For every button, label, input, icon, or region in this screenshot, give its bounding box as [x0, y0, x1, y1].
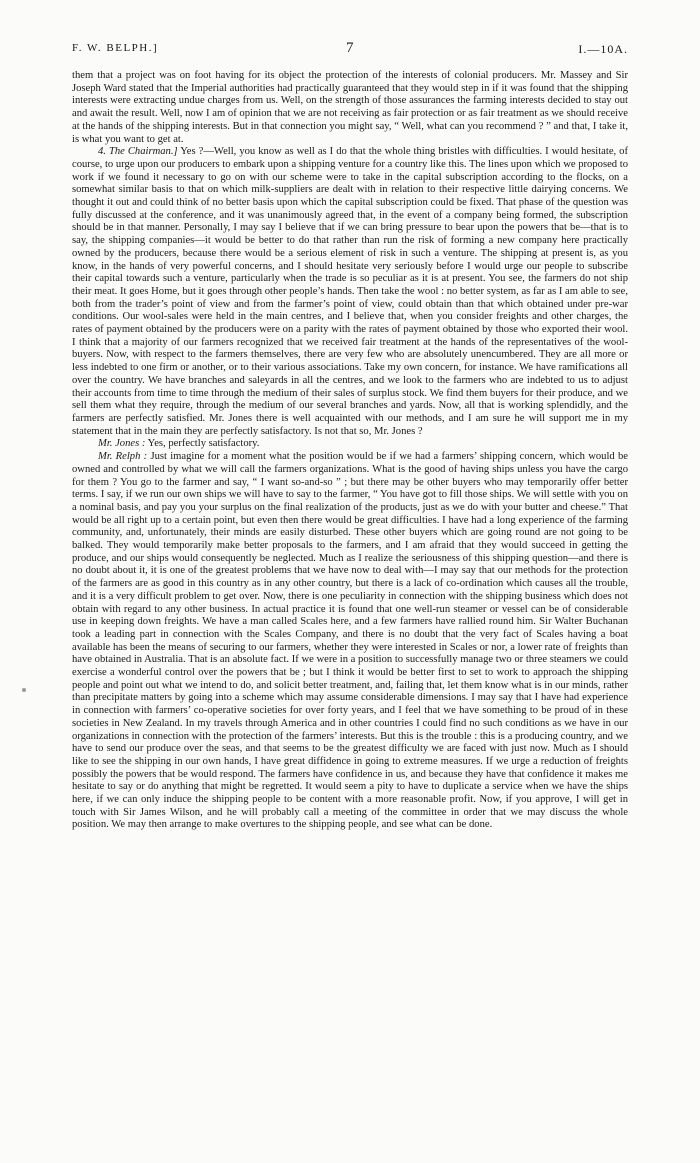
document-reference: I.—10A. [578, 42, 628, 56]
paragraph-4-speaker: Mr. Relph : [98, 451, 148, 463]
paragraph-2 [72, 146, 628, 438]
paragraph-3 [72, 438, 628, 451]
page-number: 7 [346, 40, 354, 56]
page-body [72, 70, 628, 832]
paragraph-4 [72, 451, 628, 832]
paragraph-1 [72, 70, 628, 146]
paragraph-3-text: Yes, perfectly satisfactory. [147, 438, 260, 450]
paragraph-3-speaker: Mr. Jones : [98, 438, 146, 450]
margin-speck [22, 688, 26, 692]
paragraph-1-text: them that a project was on foot having for its object the protection of the interests of colonial producers. Mr. Massey and Sir Joseph Ward stated that the Imperial authorities had practically guaranteed that they would step in if it was found that the shipping interests were extracting undue charges from us. Well, on the strength of those assurances the farming interests decided to stay out and await the result. Well, now I am of opinion that we are not receiving as fair protection or as fair treatment as we should receive at the hands of the shipping interests. But in that connection you might say, “ Well, what can you recommend ? ” and that, I take it, is what you want to get at. [72, 70, 628, 145]
page-header [72, 40, 628, 62]
paragraph-2-speaker: 4. The Chairman.] [98, 146, 178, 158]
header-author: F. W. BELPH.] [72, 42, 159, 54]
paragraph-4-text: Just imagine for a moment what the position would be if we had a farmers’ shipping concern, which would be owned and controlled by what we will call the farmers organizations. What is the good of having ships unless you have the cargo for them ? You go to the farmer and say, “ I want so-and-so ” ; but there may be other buyers who may temporarily offer better terms. I say, if we run our own ships we will have to say to the farmer, “ You have got to fill those ships. We will settle with you on a nominal basis, and pay you your surplus on the final realization of the products, just as we do with your butter and cheese.” That would be all right up to a certain point, but even then there would be great difficulties. I have had a long experience of the farming community, and, unfortunately, their minds are easily disturbed. These other buyers which are going round are not going to be balked. They would temporarily make better proposals to the farmers, and I am afraid that they would succeed in getting the produce, and our ships would consequently be neglected. Much as I realize the seriousness of this shipping question—and there is no doubt about it, it is one of the greatest problems that we have now to deal with—I may say that our methods for the protection of the farmers are as good in this country as in any other country, but there is a lack of co-ordination which causes all the trouble, and it is a very difficult problem to get over. Now, there is one peculiarity in connection with the shipping business which does not obtain with regard to any other business. In actual practice it is found that one well-run steamer or vessel can be of considerable use in keeping down freights. We have a man called Scales here, and a few farmers have rallied round him. Sir Walter Buchanan took a leading part in connection with the Scales Company, and there is no doubt that the very fact of Scales having a boat available has been the means of securing to our farmers, whether they were interested in Scales or nor, a lower rate of freights than have obtained in Australia. That is an absolute fact. If we were in a position to successfully manage two or three steamers we could exercise a wonderful control over the powers that be ; but I think it would be better first to set to work to approach the shipping people and point out what we intend to do, and solicit better treatment, and, failing that, let them know what is in our minds, rather than precipitate matters by going into a scheme which may assume considerable dimensions. I may say that I have had experience in connection with farmers’ co-operative societies for over forty years, and I feel that we have something to be proud of in these societies in New Zealand. In my travels through America and in other countries I could find no such conditions as we have in our organizations in connection with the protection of the farmers’ interests. But this is the trouble : this is a producing country, and we have to send our produce over the seas, and that seems to be the greatest difficulty we are faced with just now. Much as I should like to see the shipping in our own hands, I have great diffidence in going to extreme measures. If we urge a reduction of freights possibly the powers that be would respond. The farmers have confidence in us, and because they have that confidence it makes me hesitate to say or do anything that might be regretted. It would seem a pity to have to duplicate a service when we have the ships here, if we can only induce the shipping people to be content with a more reasonable profit. Now, if you approve, I will get in touch with Sir James Wilson, and he will probably call a meeting of the committee in order that we may discuss the whole position. We may then arrange to make overtures to the shipping people, and see what can be done. [72, 451, 628, 831]
paragraph-2-text: Yes ?—Well, you know as well as I do that the whole thing bristles with difficulties. I would hesitate, of course, to urge upon our producers to embark upon a shipping venture for a country like this. The lines upon which we proposed to work if we found it necessary to go on with our scheme were to take in the capital subscription according to the flocks, on a somewhat similar basis to that on which milk-suppliers are dealt with in relation to their respective little dairying concerns. We thought it out and could think of no better basis upon which the capital subscription could be fixed. That phase of the question was fully discussed at the conference, and it was unanimously agreed that, in the event of a company being formed, the subscription should be in that manner. Personally, I may say I believe that if we can bring pressure to bear upon the powers that be—that is to say, the shipping companies—it would be better to do that rather than run the risk of forming a new company here practically owned by the producers, because there would be a serious element of risk in such a venture. The shipping at present is, as you know, in the hands of very powerful concerns, and I should hesitate very seriously before I would urge our people to subscribe their capital towards such a venture, particularly when the trade is so peculiar as it is at present. You see, the farmers do not ship their meat. It goes Home, but it goes through other people’s hands. Then take the wool : no better system, as far as I am able to see, both from the trader’s point of view and from the farmer’s point of view, could obtain than that which obtained under pre-war conditions. Our wool-sales were held in the main centres, and I believe that, when you consider freights and other charges, the rates of payment obtained by the producers were on a parity with the rates of payment obtained by those who exported their wool. I think that a majority of our farmers recognized that we received fair treatment at the hands of the representatives of the wool-buyers. Now, with respect to the farmers themselves, there are very few who are absolutely unencumbered. They are all more or less indebted to one firm or another, or to their various associations. Take my own concern, for instance. We have ramifications all over the country. We have branches and saleyards in all the centres, and we look to the farmers who are indebted to us to adjust their accounts from time to time through the medium of their sales of surplus stock. We find them buyers for their produce, and we sell them what they require, through the medium of our several branches and yards. Now, all that is working splendidly, and the farmers are perfectly satisfied. Mr. Jones there is well acquainted with our methods, and I am sure he will support me in my statement that in the main they are perfectly satisfactory. Is not that so, Mr. Jones ? [72, 146, 628, 437]
